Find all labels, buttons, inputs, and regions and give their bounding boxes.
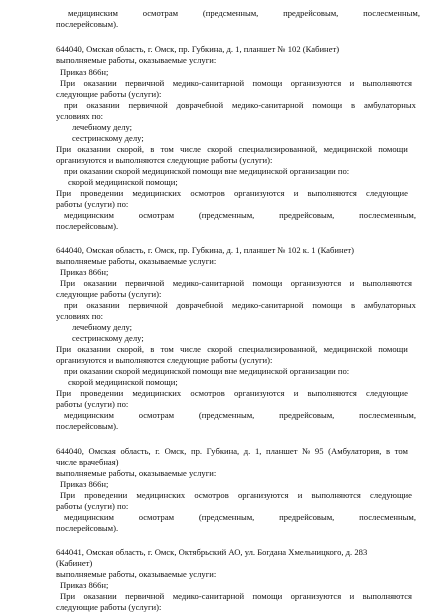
word: медико-санитарной bbox=[172, 591, 245, 601]
word: г. bbox=[155, 446, 160, 456]
word: оказании bbox=[77, 144, 111, 154]
word: выполняются bbox=[311, 490, 361, 500]
word: помощи bbox=[252, 591, 283, 601]
word: медицинских bbox=[132, 388, 182, 398]
text-line: условиях по: bbox=[56, 111, 104, 121]
word: медицинской bbox=[323, 344, 372, 354]
word: (предсменным, bbox=[198, 210, 255, 220]
word: специализированной, bbox=[238, 344, 318, 354]
word: организуются bbox=[237, 490, 289, 500]
word: послесменным, bbox=[359, 410, 416, 420]
word: помощи bbox=[378, 344, 408, 354]
text-line bbox=[56, 344, 408, 355]
word: осмотрам bbox=[138, 512, 175, 522]
word: При bbox=[56, 388, 72, 398]
word: амбулаторных bbox=[363, 300, 416, 310]
word: 1, bbox=[254, 446, 262, 456]
text-line: послерейсовым). bbox=[56, 421, 119, 431]
text-line: сестринскому делу; bbox=[72, 333, 144, 343]
word: послесменным, bbox=[359, 512, 416, 522]
word: медицинским bbox=[64, 210, 114, 220]
word: оказании bbox=[83, 591, 117, 601]
text-line: работы (услуги) по: bbox=[56, 399, 129, 409]
text-line: 644041, Омская область, г. Омск, Октябрьский АО, ул. Богдана Хмельницкого, д. 283 bbox=[56, 547, 368, 557]
text-line: 644040, Омская область, г. Омск, пр. Губкина, д. 1, планшет № 102 к. 1 (Кабинет) bbox=[56, 245, 354, 255]
word: (предсменным, bbox=[198, 512, 255, 522]
word: медико-санитарной bbox=[232, 100, 304, 110]
text-line bbox=[64, 300, 416, 311]
word: осмотров bbox=[190, 188, 225, 198]
word: скорой bbox=[207, 344, 233, 354]
text-line: скорой медицинской помощи; bbox=[68, 377, 178, 387]
word: и bbox=[293, 188, 299, 198]
text-line: Приказ 866н; bbox=[60, 479, 109, 489]
word: При bbox=[60, 591, 76, 601]
text-line: лечебному делу; bbox=[72, 322, 133, 332]
word: (Амбулатория, bbox=[328, 446, 382, 456]
word: медико-санитарной bbox=[172, 278, 245, 288]
word: первичной bbox=[128, 300, 168, 310]
word: медицинским bbox=[68, 8, 118, 18]
word: 95 bbox=[314, 446, 324, 456]
text-line: выполняемые работы, оказываемые услуги: bbox=[56, 256, 217, 266]
word: послесменным, bbox=[359, 210, 416, 220]
word: первичной bbox=[128, 100, 168, 110]
word: область, bbox=[120, 446, 151, 456]
word: скорой, bbox=[116, 344, 145, 354]
word: пр. bbox=[190, 446, 203, 456]
text-line: 644040, Омская область, г. Омск, пр. Губкина, д. 1, планшет № 102 (Кабинет) bbox=[56, 44, 340, 54]
word: помощи bbox=[252, 78, 283, 88]
word: оказании bbox=[86, 100, 120, 110]
word: и bbox=[349, 278, 355, 288]
text-line bbox=[64, 512, 416, 523]
word: медицинским bbox=[64, 410, 114, 420]
word: проведении bbox=[80, 388, 124, 398]
word: первичной bbox=[125, 78, 165, 88]
word: и bbox=[297, 490, 303, 500]
word: 644040, bbox=[56, 446, 84, 456]
text-line bbox=[64, 210, 416, 221]
word: осмотрам bbox=[138, 210, 175, 220]
word: помощи bbox=[378, 144, 408, 154]
text-line bbox=[60, 490, 412, 501]
word: При bbox=[60, 78, 76, 88]
word: в bbox=[350, 300, 356, 310]
word: числе bbox=[180, 344, 201, 354]
word: следующие bbox=[370, 490, 412, 500]
text-line: работы (услуги) по: bbox=[56, 501, 129, 511]
text-line: организуются и выполняются следующие работы (услуги): bbox=[56, 155, 273, 165]
word: При bbox=[60, 490, 76, 500]
text-line: следующие работы (услуги): bbox=[56, 289, 162, 299]
word: предрейсовым, bbox=[279, 512, 335, 522]
word: медицинских bbox=[132, 188, 182, 198]
word: специализированной, bbox=[238, 144, 318, 154]
text-line: условиях по: bbox=[56, 311, 104, 321]
word: Омск, bbox=[164, 446, 187, 456]
word: планшет bbox=[266, 446, 298, 456]
word: амбулаторных bbox=[363, 100, 416, 110]
text-line: выполняемые работы, оказываемые услуги: bbox=[56, 569, 217, 579]
text-line: работы (услуги) по: bbox=[56, 199, 129, 209]
text-line: послерейсовым). bbox=[56, 19, 119, 29]
text-line: лечебному делу; bbox=[72, 122, 133, 132]
word: оказании bbox=[83, 278, 117, 288]
text-line: сестринскому делу; bbox=[72, 133, 144, 143]
text-line: послерейсовым). bbox=[56, 221, 119, 231]
word: Губкина, bbox=[206, 446, 240, 456]
word: первичной bbox=[125, 591, 165, 601]
word: и bbox=[349, 591, 355, 601]
text-line: следующие работы (услуги): bbox=[56, 602, 162, 612]
text-line: следующие работы (услуги): bbox=[56, 89, 162, 99]
word: скорой bbox=[207, 144, 233, 154]
word: следующие bbox=[366, 188, 408, 198]
word: первичной bbox=[125, 278, 165, 288]
word: том bbox=[160, 144, 174, 154]
text-line: выполняемые работы, оказываемые услуги: bbox=[56, 468, 217, 478]
word: медицинских bbox=[136, 490, 186, 500]
word: медико-санитарной bbox=[232, 300, 304, 310]
text-line bbox=[56, 188, 408, 199]
word: выполняются bbox=[362, 78, 412, 88]
word: осмотрам bbox=[142, 8, 179, 18]
word: При bbox=[56, 188, 72, 198]
word: проведении bbox=[84, 490, 128, 500]
text-line bbox=[68, 8, 420, 19]
word: в bbox=[150, 144, 155, 154]
word: выполняются bbox=[307, 388, 357, 398]
text-line: при оказании скорой медицинской помощи вне медицинской организации по: bbox=[64, 166, 350, 176]
text-line bbox=[60, 591, 412, 602]
word: выполняются bbox=[362, 278, 412, 288]
text-line: числе врачебная) bbox=[56, 457, 119, 467]
word: Омская bbox=[88, 446, 116, 456]
text-line: послерейсовым). bbox=[56, 523, 119, 533]
word: организуются bbox=[233, 188, 285, 198]
text-line bbox=[56, 144, 408, 155]
word: медицинским bbox=[64, 512, 114, 522]
word: предрейсовым, bbox=[283, 8, 339, 18]
text-line: выполняемые работы, оказываемые услуги: bbox=[56, 55, 217, 65]
text-line bbox=[56, 446, 408, 457]
word: При bbox=[56, 344, 72, 354]
word: при bbox=[64, 100, 78, 110]
word: (предсменным, bbox=[198, 410, 255, 420]
word: организуются bbox=[290, 591, 342, 601]
text-line: Приказ 866н; bbox=[60, 267, 109, 277]
word: организуются bbox=[233, 388, 285, 398]
word: помощи bbox=[312, 100, 343, 110]
word: осмотрам bbox=[138, 410, 175, 420]
word: медико-санитарной bbox=[172, 78, 245, 88]
word: доврачебной bbox=[176, 300, 224, 310]
word: в bbox=[350, 100, 356, 110]
word: следующие bbox=[366, 388, 408, 398]
word: При bbox=[60, 278, 76, 288]
text-line bbox=[60, 278, 412, 289]
text-line bbox=[64, 100, 416, 111]
word: организуются bbox=[290, 278, 342, 288]
word: в bbox=[150, 344, 155, 354]
word: числе bbox=[180, 144, 201, 154]
word: оказании bbox=[86, 300, 120, 310]
text-line: (Кабинет) bbox=[56, 558, 93, 568]
word: помощи bbox=[252, 278, 283, 288]
text-line: организуются и выполняются следующие работы (услуги): bbox=[56, 355, 273, 365]
word: проведении bbox=[80, 188, 124, 198]
word: помощи bbox=[312, 300, 343, 310]
text-line: Приказ 866н; bbox=[60, 67, 109, 77]
word: скорой, bbox=[116, 144, 145, 154]
word: оказании bbox=[77, 344, 111, 354]
word: доврачебной bbox=[176, 100, 224, 110]
word: организуются bbox=[290, 78, 342, 88]
word: оказании bbox=[83, 78, 117, 88]
text-line bbox=[60, 78, 412, 89]
text-line bbox=[56, 388, 408, 399]
text-line: при оказании скорой медицинской помощи вне медицинской организации по: bbox=[64, 366, 350, 376]
word: медицинской bbox=[323, 144, 372, 154]
text-line bbox=[64, 410, 416, 421]
text-line: Приказ 866н; bbox=[60, 580, 109, 590]
word: в bbox=[386, 446, 391, 456]
word: осмотров bbox=[190, 388, 225, 398]
word: предрейсовым, bbox=[279, 410, 335, 420]
word: при bbox=[64, 300, 78, 310]
word: и bbox=[349, 78, 355, 88]
word: осмотров bbox=[194, 490, 229, 500]
word: том bbox=[394, 446, 408, 456]
word: д. bbox=[243, 446, 251, 456]
word: предрейсовым, bbox=[279, 210, 335, 220]
word: выполняются bbox=[362, 591, 412, 601]
word: выполняются bbox=[307, 188, 357, 198]
word: № bbox=[302, 446, 311, 456]
word: том bbox=[160, 344, 174, 354]
word: и bbox=[293, 388, 299, 398]
text-line: скорой медицинской помощи; bbox=[68, 177, 178, 187]
word: (предсменным, bbox=[202, 8, 259, 18]
word: послесменным, bbox=[363, 8, 420, 18]
word: При bbox=[56, 144, 72, 154]
